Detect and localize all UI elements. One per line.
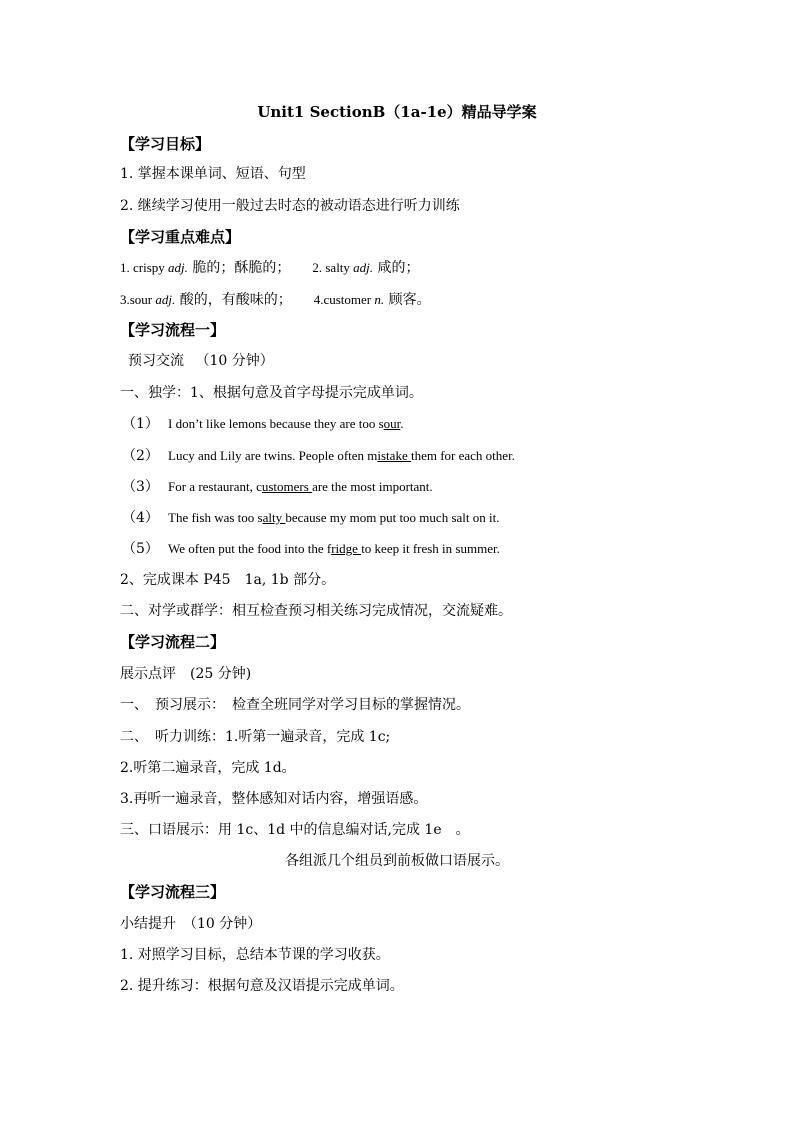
answer-blank: ridge [331,541,362,556]
exercise-item: （5） We often put the food into the fridge to keep it fresh in summer. [122,541,500,557]
section-heading-flow-3: 【学习流程三】 [120,883,226,901]
show-step-1: 一、 预习展示： 检查全班同学对学习目标的掌握情况。 [120,697,470,713]
preview-heading: 预习交流 （10 分钟） [128,353,274,369]
key-points-line-2: 3.sour adj. 酸的，有酸味的； 4.customer n. 顾客。 [120,292,431,308]
exercise-item: （4） The fish was too salty because my mom put too much salt on it. [122,510,500,526]
show-step-2: 二、 听力训练：1.听第一遍录音，完成 1c; [120,729,391,745]
show-step-3: 2.听第二遍录音，完成 1d。 [120,760,296,776]
section-heading-flow-1: 【学习流程一】 [120,321,226,339]
answer-blank: alty [262,510,286,525]
task-2: 2、完成课本 P45 1a, 1b 部分。 [120,572,336,588]
goal-2: 2. 继续学习使用一般过去时态的被动语态进行听力训练 [120,198,460,214]
page-title: Unit1 SectionB（1a-1e）精品导学案 [257,103,537,121]
show-step-5: 三、口语展示：用 1c、1d 中的信息编对话,完成 1e 。 [120,822,470,838]
key-points-line-1: 1. crispy adj. 脆的；酥脆的； 2. salty adj. 咸的； [120,260,420,276]
summary-1: 1. 对照学习目标，总结本节课的学习收获。 [120,947,390,963]
self-study-instruction: 一、独学：1、根据句意及首字母提示完成单词。 [120,385,423,401]
exercise-item: （3） For a restaurant, customers are the most important. [122,479,433,495]
answer-blank: ustomers [261,479,313,494]
section-heading-key-points: 【学习重点难点】 [120,228,241,246]
answer-blank: our [383,416,401,431]
goal-1: 1. 掌握本课单词、短语、句型 [120,166,306,182]
section-heading-goals: 【学习目标】 [120,135,211,153]
show-step-6: 各组派几个组员到前板做口语展示。 [285,853,509,869]
exercise-item: （2） Lucy and Lily are twins. People often mistake them for each other. [122,448,515,464]
summary-heading: 小结提升 （10 分钟） [120,916,262,932]
summary-2: 2. 提升练习：根据句意及汉语提示完成单词。 [120,978,404,994]
show-step-4: 3.再听一遍录音，整体感知对话内容，增强语感。 [120,791,428,807]
section-heading-flow-2: 【学习流程二】 [120,633,226,651]
exercise-item: （1） I don’t like lemons because they are too sour. [122,416,404,432]
group-study: 二、对学或群学：相互检查预习相关练习完成情况，交流疑难。 [120,603,512,619]
show-heading: 展示点评 (25 分钟) [120,666,252,682]
answer-blank: istake [377,448,411,463]
